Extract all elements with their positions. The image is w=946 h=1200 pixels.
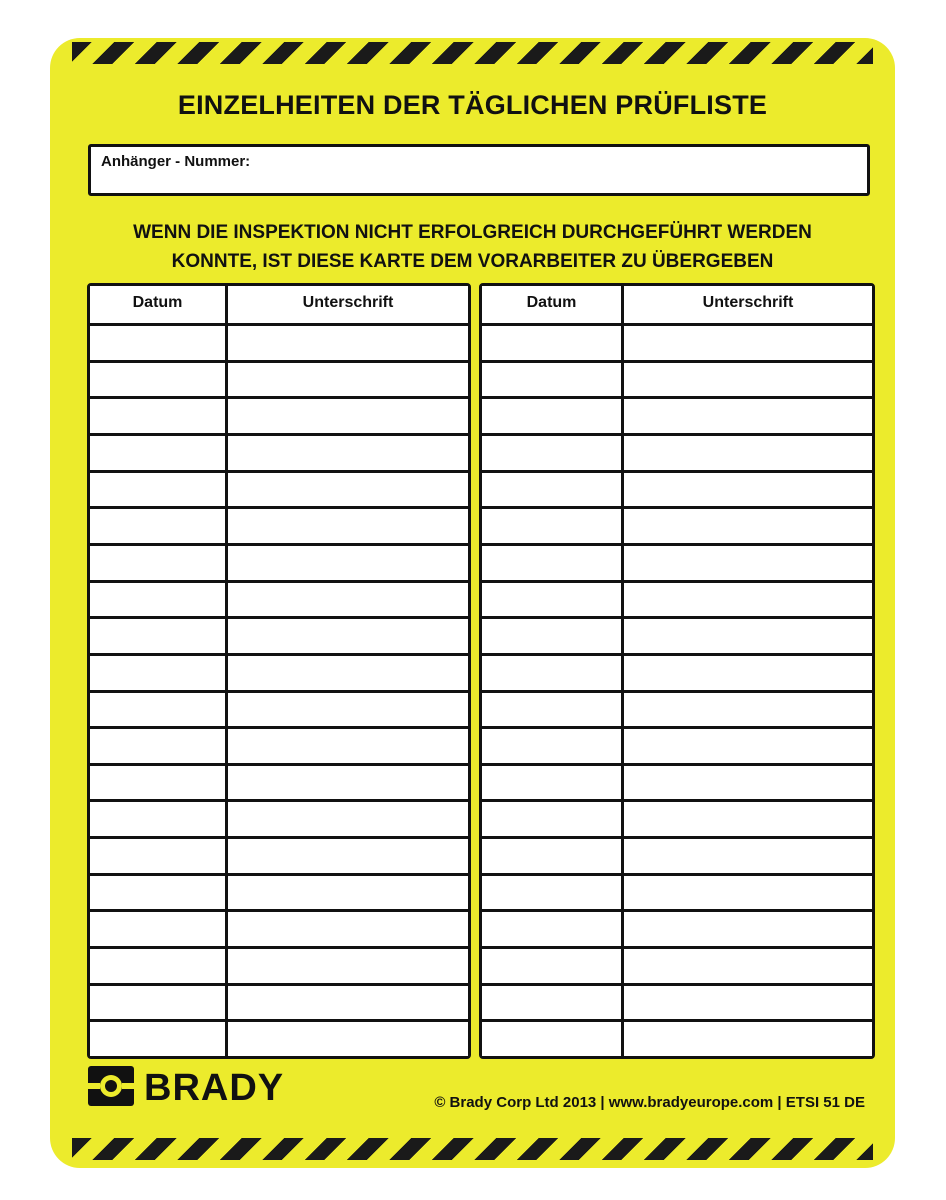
date-cell[interactable] [482,766,621,800]
signature-cell[interactable] [624,363,872,397]
signature-cell[interactable] [228,729,468,763]
inspection-tag-card [50,38,895,1168]
date-cell[interactable] [482,546,621,580]
column-header-signature: Unterschrift [624,286,872,323]
date-cell[interactable] [90,656,225,690]
signature-cell[interactable] [624,546,872,580]
date-cell[interactable] [482,802,621,836]
date-cell[interactable] [482,949,621,983]
date-cell[interactable] [90,326,225,360]
date-cell[interactable] [90,619,225,653]
brady-logo-icon [88,1066,134,1111]
signature-cell[interactable] [228,912,468,946]
signature-cell[interactable] [624,729,872,763]
date-cell[interactable] [90,1022,225,1056]
date-cell[interactable] [90,399,225,433]
signature-cell[interactable] [228,509,468,543]
date-cell[interactable] [482,839,621,873]
date-cell[interactable] [482,876,621,910]
date-cell[interactable] [482,363,621,397]
signature-cell[interactable] [228,766,468,800]
notice-text [50,218,895,276]
date-cell[interactable] [90,473,225,507]
date-cell[interactable] [90,729,225,763]
signature-cell[interactable] [624,436,872,470]
date-cell[interactable] [482,729,621,763]
date-cell[interactable] [482,619,621,653]
signature-cell[interactable] [228,546,468,580]
date-cell[interactable] [90,802,225,836]
signature-cell[interactable] [624,949,872,983]
signature-cell[interactable] [228,1022,468,1056]
signature-cell[interactable] [624,912,872,946]
signature-cell[interactable] [624,839,872,873]
signature-cell[interactable] [228,399,468,433]
signature-cell[interactable] [228,363,468,397]
date-cell[interactable] [482,583,621,617]
signature-cell[interactable] [624,399,872,433]
date-cell[interactable] [482,986,621,1020]
signature-cell[interactable] [228,656,468,690]
signature-cell[interactable] [228,949,468,983]
date-cell[interactable] [90,509,225,543]
footer-copyright: © Brady Corp Ltd 2013 | www.bradyeurope.com | ETSI 51 DE [434,1094,865,1111]
date-cell[interactable] [482,436,621,470]
signature-cell[interactable] [228,876,468,910]
signature-cell[interactable] [228,583,468,617]
signature-cell[interactable] [624,326,872,360]
signature-cell[interactable] [228,436,468,470]
notice-line-2: KONNTE, IST DIESE KARTE DEM VORARBEITER ZU ÜBERGEBEN [171,251,774,272]
date-cell[interactable] [482,473,621,507]
signature-cell[interactable] [228,473,468,507]
signature-cell[interactable] [228,619,468,653]
signature-cell[interactable] [624,986,872,1020]
date-cell[interactable] [90,363,225,397]
brady-wordmark: BRADY [144,1067,285,1109]
checklist-table-right [479,283,875,1059]
signature-cell[interactable] [624,656,872,690]
signature-cell[interactable] [228,693,468,727]
date-cell[interactable] [482,399,621,433]
signature-cell[interactable] [228,802,468,836]
date-cell[interactable] [90,583,225,617]
checklist-table-left [87,283,471,1059]
date-cell[interactable] [90,949,225,983]
signature-cell[interactable] [624,766,872,800]
signature-cell[interactable] [228,326,468,360]
date-cell[interactable] [482,693,621,727]
page-title: EINZELHEITEN DER TÄGLICHEN PRÜFLISTE [177,90,768,120]
date-cell[interactable] [90,693,225,727]
signature-cell[interactable] [228,986,468,1020]
signature-cell[interactable] [624,509,872,543]
date-cell[interactable] [90,912,225,946]
signature-cell[interactable] [624,802,872,836]
hazard-stripe-bottom [72,1138,873,1160]
date-cell[interactable] [482,656,621,690]
date-cell[interactable] [90,839,225,873]
signature-cell[interactable] [624,473,872,507]
signature-cell[interactable] [228,839,468,873]
hazard-stripe-top [72,42,873,64]
date-cell[interactable] [482,912,621,946]
column-header-date: Datum [90,286,225,323]
column-header-signature: Unterschrift [228,286,468,323]
signature-cell[interactable] [624,693,872,727]
trailer-number-field[interactable] [88,144,870,196]
trailer-number-label: Anhänger - Nummer: [101,153,251,170]
date-cell[interactable] [90,546,225,580]
date-cell[interactable] [482,326,621,360]
signature-cell[interactable] [624,619,872,653]
date-cell[interactable] [90,876,225,910]
signature-cell[interactable] [624,1022,872,1056]
brady-logo [88,1066,284,1111]
date-cell[interactable] [90,436,225,470]
signature-cell[interactable] [624,876,872,910]
notice-line-1: WENN DIE INSPEKTION NICHT ERFOLGREICH DURCHGEFÜHRT WERDEN [133,222,812,243]
date-cell[interactable] [90,766,225,800]
date-cell[interactable] [482,509,621,543]
signature-cell[interactable] [624,583,872,617]
date-cell[interactable] [90,986,225,1020]
column-header-date: Datum [482,286,621,323]
date-cell[interactable] [482,1022,621,1056]
